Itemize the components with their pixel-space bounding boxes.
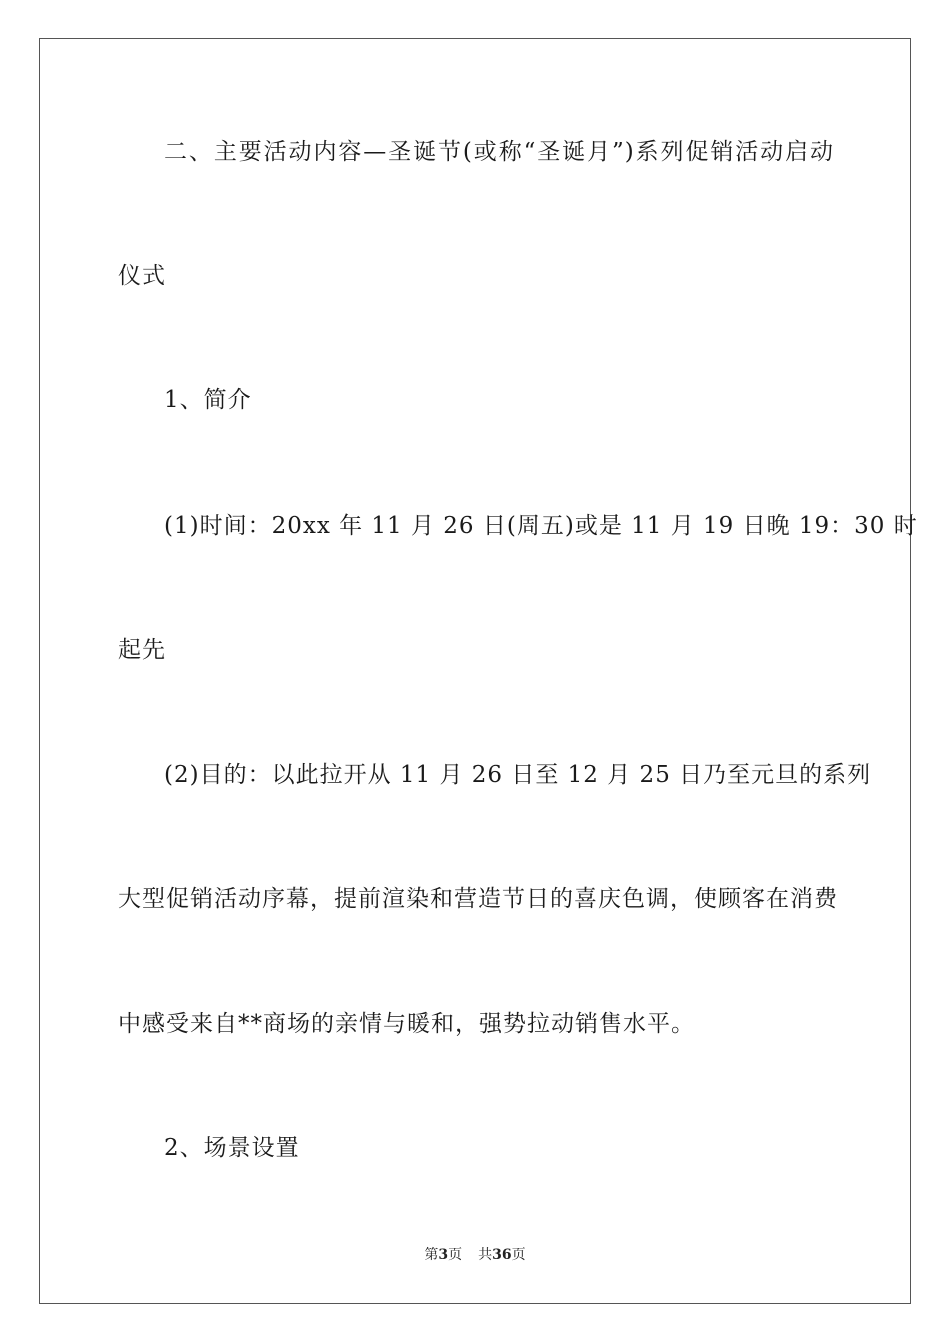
section-heading-scene: 2、场景设置 <box>164 1135 300 1161</box>
section-heading-intro: 1、简介 <box>164 387 252 413</box>
page-footer <box>0 1246 950 1264</box>
footer-page-prefix: 第 <box>424 1247 439 1263</box>
heading-main-activity: 二、主要活动内容—圣诞节(或称“圣诞月”)系列促销活动启动 <box>164 139 834 165</box>
paragraph-time: (1)时间：20xx 年 11 月 26 日(周五)或是 11 月 19 日晚 19：30 时 <box>164 513 918 539</box>
paragraph-purpose: (2)目的：以此拉开从 11 月 26 日至 12 月 25 日乃至元旦的系列 <box>164 762 872 788</box>
paragraph-purpose-line-3: 中感受来自**商场的亲情与暖和，强势拉动销售水平。 <box>118 1011 695 1037</box>
footer-page-suffix: 页 <box>448 1247 463 1263</box>
footer-total-pages: 36 <box>492 1247 512 1263</box>
footer-page-number: 3 <box>438 1247 449 1263</box>
heading-main-activity-continued: 仪式 <box>118 263 166 289</box>
paragraph-time-continued: 起先 <box>118 637 166 663</box>
page-border <box>39 38 918 1304</box>
footer-total-suffix: 页 <box>511 1247 526 1263</box>
footer-total-prefix: 共 <box>478 1247 493 1263</box>
paragraph-purpose-line-2: 大型促销活动序幕，提前渲染和营造节日的喜庆色调，使顾客在消费 <box>118 886 838 912</box>
